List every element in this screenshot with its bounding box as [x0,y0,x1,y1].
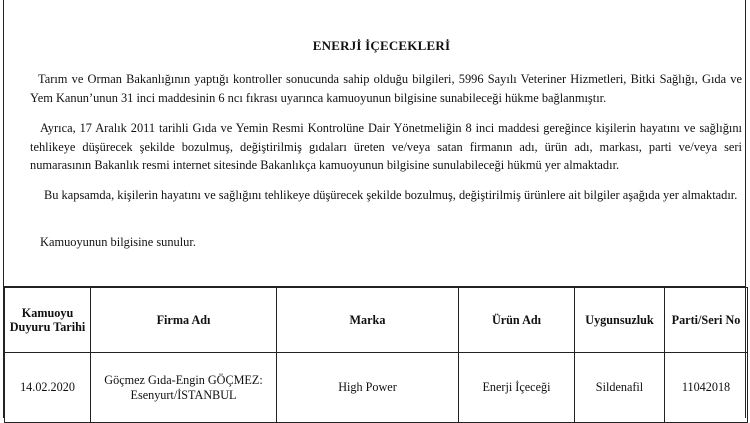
header-firm: Firma Adı [91,288,277,353]
paragraph-scope: Bu kapsamda, kişilerin hayatını ve sağlığını tehlikeye düşürecek şekilde bozulmuş, değiştirilmiş ürünlere ait bilgiler aşağıda yer almaktadır. [44,188,738,202]
header-date: Kamuoyu Duyuru Tarihi [5,288,91,353]
cell-date: 14.02.2020 [5,353,91,423]
document-title: ENERJİ İÇECEKLERİ [312,38,451,53]
header-nonconformity: Uygunsuzluk [575,288,665,353]
cell-product: Enerji İçeceği [459,353,575,423]
paragraph-announcement: Kamuoyunun bilgisine sunulur. [40,235,196,249]
cell-batch: 11042018 [665,353,748,423]
document-frame [3,0,746,418]
intro-section [4,0,745,287]
table-row [5,353,748,423]
paragraph-regulation: Ayrıca, 17 Aralık 2011 tarihli Gıda ve Yemin Resmi Kontrolüne Dair Yönetmeliğin 8 inci maddesi gereğince kişilerin hayatını ve sağlığını tehlikeye düşürecek şekilde bozulmuş, değiştirilmiş gıdaları üreten ve/veya satan firmanın adı, ürün adı, markası, parti ve/veya seri numarasının Bakanlık resmi internet sitesinde Bakanlıkça kamuoyunun bilgisine sunulabileceği hükmü yer almaktadır. [30,121,742,172]
cell-firm: Göçmez Gıda-Engin GÖÇMEZ: Esenyurt/İSTANBUL [91,353,277,423]
header-batch: Parti/Seri No [665,288,748,353]
header-brand: Marka [277,288,459,353]
cell-brand: High Power [277,353,459,423]
product-table [4,287,748,423]
header-product: Ürün Adı [459,288,575,353]
paragraph-legal-basis: Tarım ve Orman Bakanlığının yaptığı kontroller sonucunda sahip olduğu bilgileri, 5996 Sayılı Veteriner Hizmetleri, Bitki Sağlığı, Gıda ve Yem Kanun’unun 31 inci maddesinin 6 ncı fıkrası uyarınca kamuoyunun bilgisine sunabileceği hükme bağlanmıştır. [30,72,742,105]
cell-nonconformity: Sildenafil [575,353,665,423]
table-header-row [5,288,748,353]
